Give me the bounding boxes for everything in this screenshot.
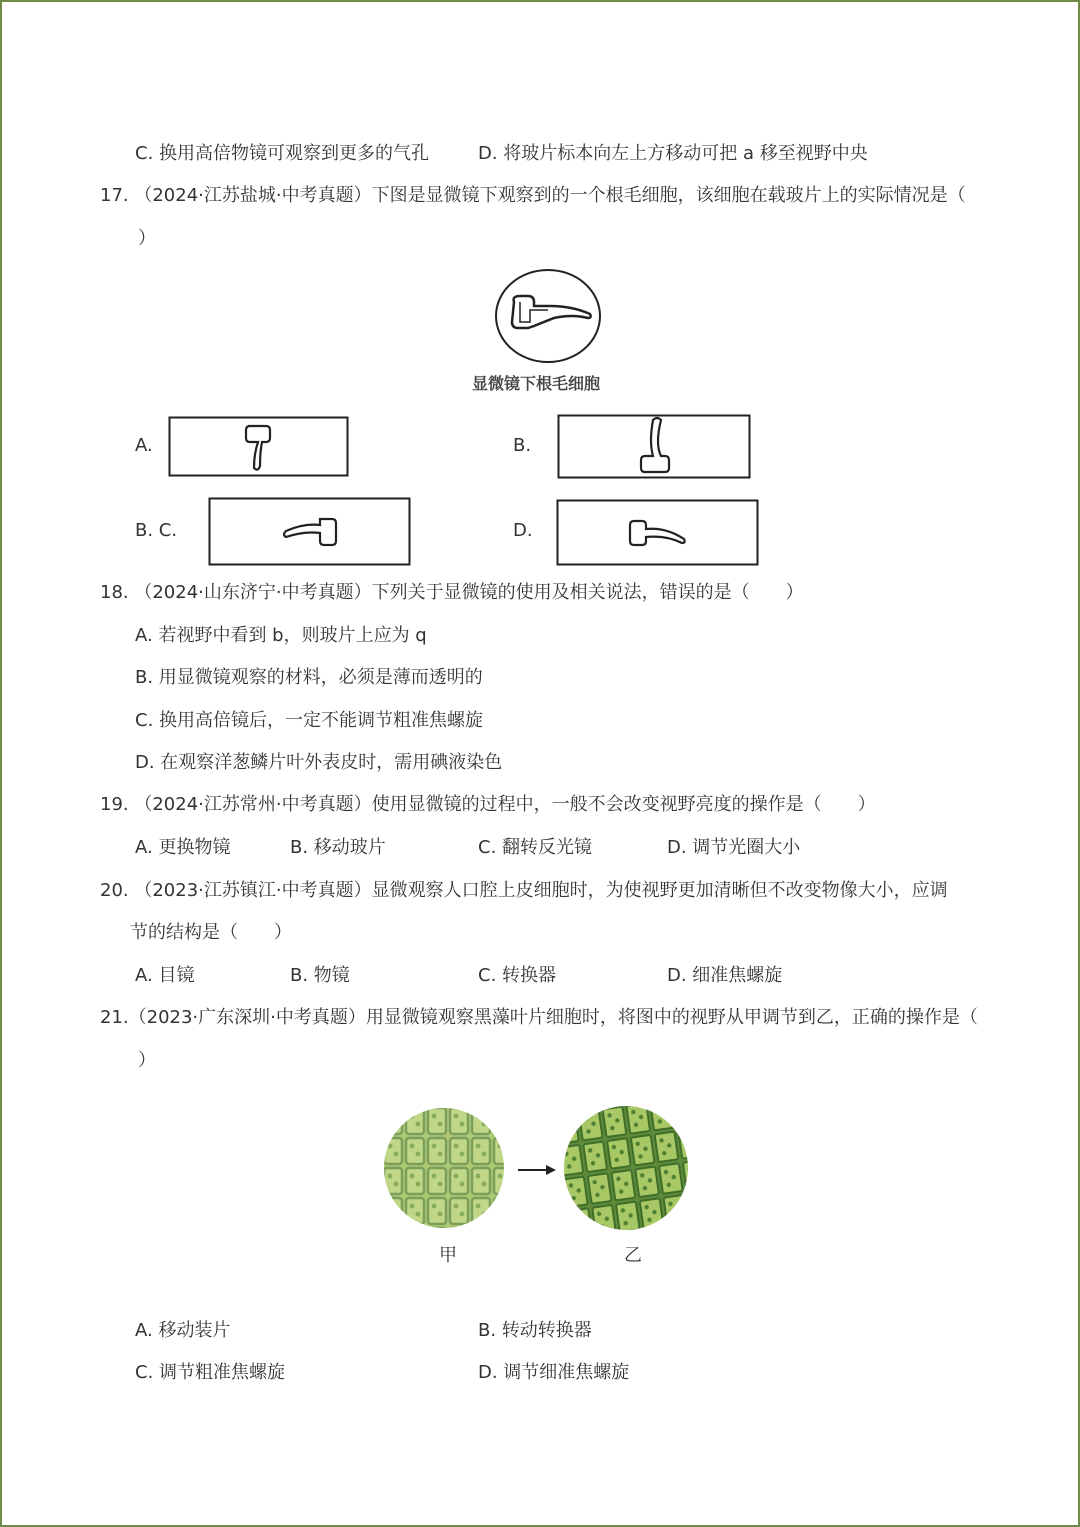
q17-option-d-slide (556, 499, 760, 567)
q17-option-c-slide (208, 497, 412, 567)
q21-stem-line2: ） (138, 1050, 156, 1071)
arrow-icon (546, 1165, 556, 1175)
q17-stem-line1: 17. （2024·江苏盐城·中考真题）下图是显微镜下观察到的一个根毛细胞，该细胞在载玻片上的实际情况是（ (100, 185, 966, 206)
q19-option-c: C. 翻转反光镜 (478, 837, 593, 858)
q21-option-d: D. 调节细准焦螺旋 (478, 1362, 630, 1383)
q16-option-d: D. 将玻片标本向左上方移动可把 a 移至视野中央 (478, 143, 868, 164)
q20-stem-line1: 20. （2023·江苏镇江·中考真题）显微观察人口腔上皮细胞时，为使视野更加清晰但不改变物像大小，应调 (100, 880, 948, 901)
q17-stem-line2: ） (138, 228, 156, 249)
q17-option-c: B. C. (135, 520, 178, 541)
q19-option-d: D. 调节光圈大小 (667, 837, 801, 858)
q17-option-a: A. (135, 435, 153, 456)
q21-option-b: B. 转动转换器 (478, 1320, 592, 1341)
q17-option-d: D. (513, 520, 533, 541)
q20-option-a: A. 目镜 (135, 965, 195, 986)
q19-stem: 19. （2024·江苏常州·中考真题）使用显微镜的过程中，一般不会改变视野亮度的操作是（ ） (100, 794, 876, 815)
root-hair-microscope-figure (492, 266, 604, 366)
figure-caption: 显微镜下根毛细胞 (472, 374, 601, 393)
q20-option-b: B. 物镜 (290, 965, 350, 986)
q20-option-d: D. 细准焦螺旋 (667, 965, 783, 986)
q17-option-b: B. (513, 435, 532, 456)
label-jia: 甲 (439, 1245, 457, 1266)
q19-option-a: A. 更换物镜 (135, 837, 231, 858)
q18-stem: 18. （2024·山东济宁·中考真题）下列关于显微镜的使用及相关说法，错误的是（ ） (100, 582, 804, 603)
q18-option-d: D. 在观察洋葱鳞片叶外表皮时，需用碘液染色 (135, 752, 503, 773)
field-of-view-yi (564, 1106, 688, 1230)
q16-option-c: C. 换用高倍物镜可观察到更多的气孔 (135, 143, 430, 164)
q18-option-c: C. 换用高倍镜后，一定不能调节粗准焦螺旋 (135, 710, 484, 731)
q18-option-b: B. 用显微镜观察的材料，必须是薄而透明的 (135, 667, 483, 688)
q17-option-b-slide (557, 414, 752, 480)
q21-stem-line1: 21.（2023·广东深圳·中考真题）用显微镜观察黑藻叶片细胞时，将图中的视野从甲调节到乙，正确的操作是（ (100, 1007, 978, 1028)
elodea-cells-figure (382, 1106, 692, 1232)
q19-option-b: B. 移动玻片 (290, 837, 386, 858)
q20-stem-line2: 节的结构是（ ） (130, 922, 292, 943)
q18-option-a: A. 若视野中看到 b，则玻片上应为 q (135, 625, 427, 646)
q20-option-c: C. 转换器 (478, 965, 557, 986)
q17-option-a-slide (168, 416, 350, 478)
q21-option-c: C. 调节粗准焦螺旋 (135, 1362, 286, 1383)
label-yi: 乙 (624, 1245, 642, 1266)
q21-option-a: A. 移动装片 (135, 1320, 231, 1341)
